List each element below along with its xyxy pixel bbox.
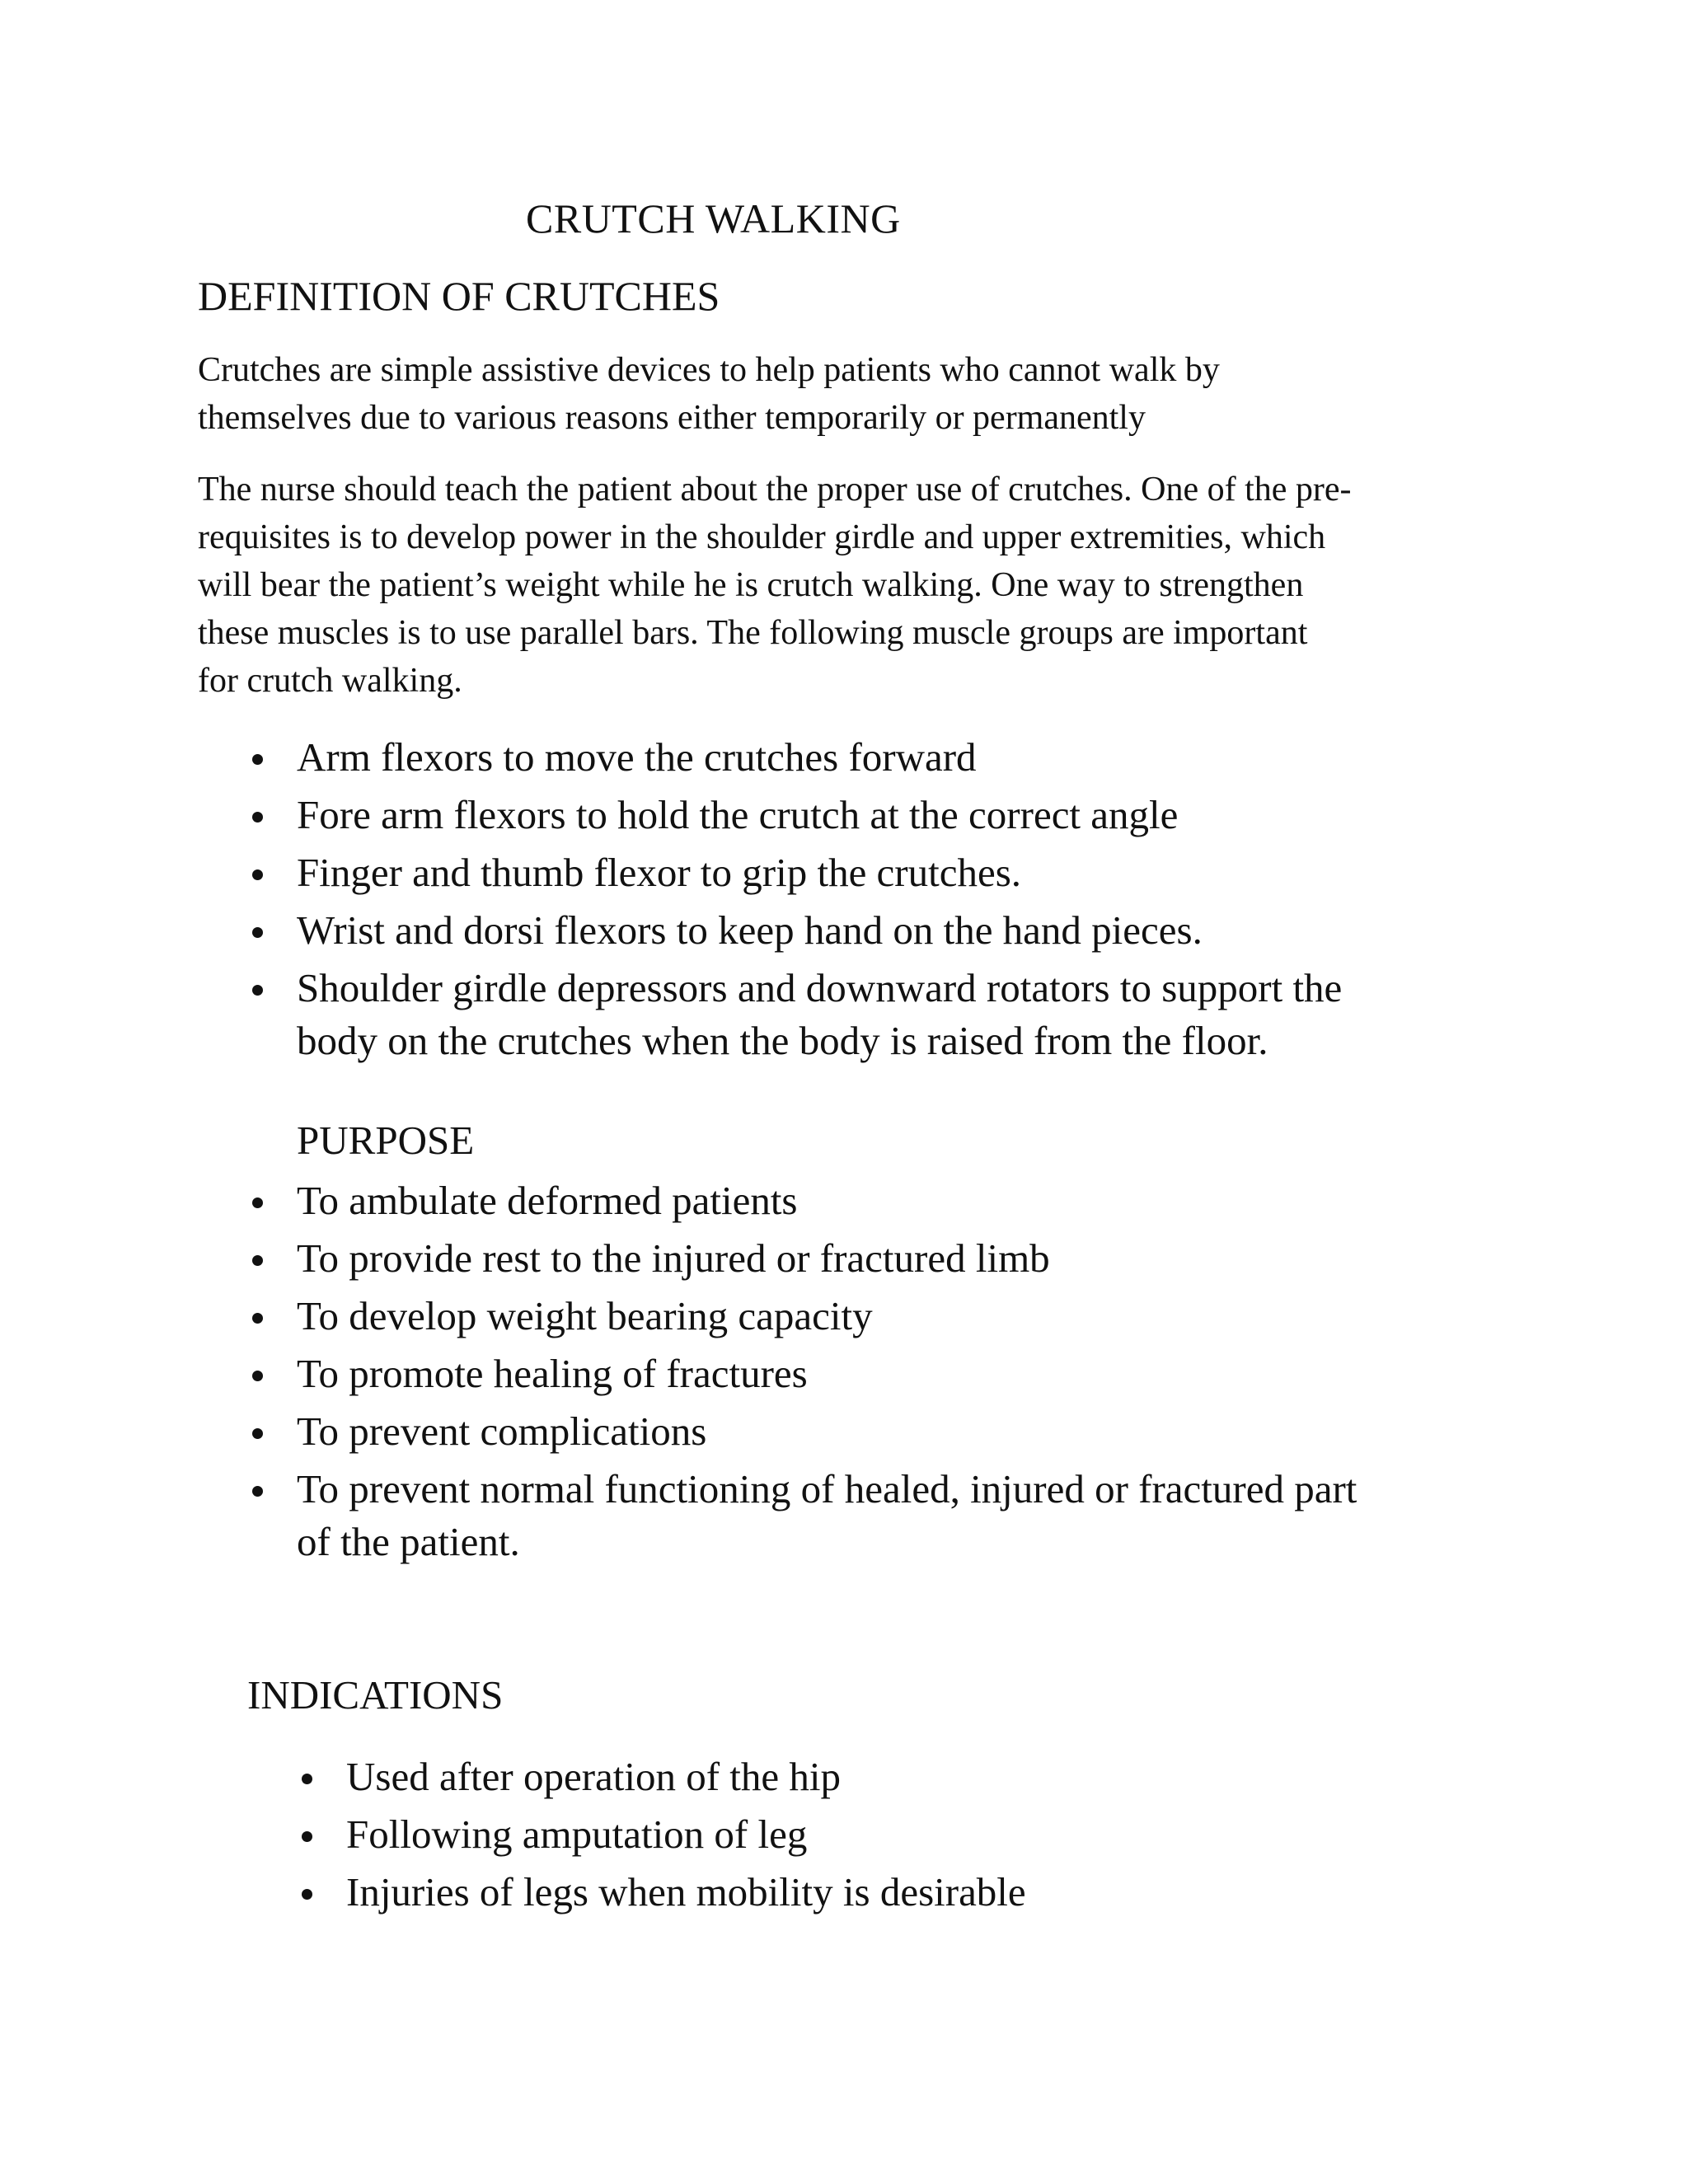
list-item: To develop weight bearing capacity: [247, 1287, 1357, 1345]
list-item: To prevent complications: [247, 1403, 1357, 1460]
definition-paragraph-line: themselves due to various reasons either temporarily or permanently: [198, 399, 1146, 437]
list-item: To provide rest to the injured or fractured limb: [247, 1230, 1357, 1287]
bullet-icon: [252, 1428, 263, 1439]
nurse-teaching-paragraph-line: requisites is to develop power in the shoulder girdle and upper extremities, which: [198, 518, 1326, 556]
bullet-icon: [252, 754, 263, 765]
definition-paragraph: [198, 346, 1220, 442]
nurse-teaching-paragraph-line: The nurse should teach the patient about the proper use of crutches. One of the pre-: [198, 471, 1352, 509]
bullet-icon: [302, 1831, 312, 1842]
list-item: Fore arm flexors to hold the crutch at the correct angle: [247, 786, 1342, 844]
bullet-icon: [252, 1486, 263, 1497]
list-item: To ambulate deformed patients: [247, 1172, 1357, 1230]
indications-heading: INDICATIONS: [247, 1672, 504, 1718]
list-item: Following amputation of leg: [297, 1806, 1026, 1863]
list-item: To promote healing of fractures: [247, 1345, 1357, 1403]
list-item: Arm flexors to move the crutches forward: [247, 729, 1342, 786]
definition-paragraph-line: Crutches are simple assistive devices to help patients who cannot walk by: [198, 351, 1220, 389]
list-item: Finger and thumb flexor to grip the crutches.: [247, 844, 1342, 902]
purpose-list: [247, 1172, 1357, 1568]
list-item: To prevent normal functioning of healed, injured or fractured part of the patient.: [247, 1463, 1357, 1568]
nurse-teaching-paragraph-line: for crutch walking.: [198, 662, 462, 700]
bullet-icon: [252, 812, 263, 823]
bullet-icon: [252, 869, 263, 880]
list-item: Used after operation of the hip: [297, 1748, 1026, 1806]
muscle-groups-list: [247, 729, 1342, 1067]
page-title: CRUTCH WALKING: [526, 195, 901, 241]
list-item: Wrist and dorsi flexors to keep hand on the hand pieces.: [247, 902, 1342, 959]
bullet-icon: [252, 1371, 263, 1381]
list-item: Injuries of legs when mobility is desirable: [297, 1863, 1026, 1921]
bullet-icon: [252, 1197, 263, 1208]
nurse-teaching-paragraph-line: will bear the patient’s weight while he is crutch walking. One way to strengthen: [198, 566, 1304, 604]
list-item: Shoulder girdle depressors and downward rotators to support the body on the crutches when the body is raised from the floor.: [247, 962, 1342, 1067]
definition-heading: DEFINITION OF CRUTCHES: [198, 273, 720, 319]
bullet-icon: [302, 1774, 312, 1784]
indications-list: [297, 1748, 1026, 1921]
nurse-teaching-paragraph-line: these muscles is to use parallel bars. The following muscle groups are important: [198, 614, 1308, 652]
bullet-icon: [302, 1889, 312, 1900]
bullet-icon: [252, 1313, 263, 1324]
bullet-icon: [252, 1255, 263, 1266]
purpose-heading: PURPOSE: [297, 1118, 475, 1163]
nurse-teaching-paragraph: [198, 466, 1352, 705]
bullet-icon: [252, 985, 263, 996]
bullet-icon: [252, 927, 263, 938]
